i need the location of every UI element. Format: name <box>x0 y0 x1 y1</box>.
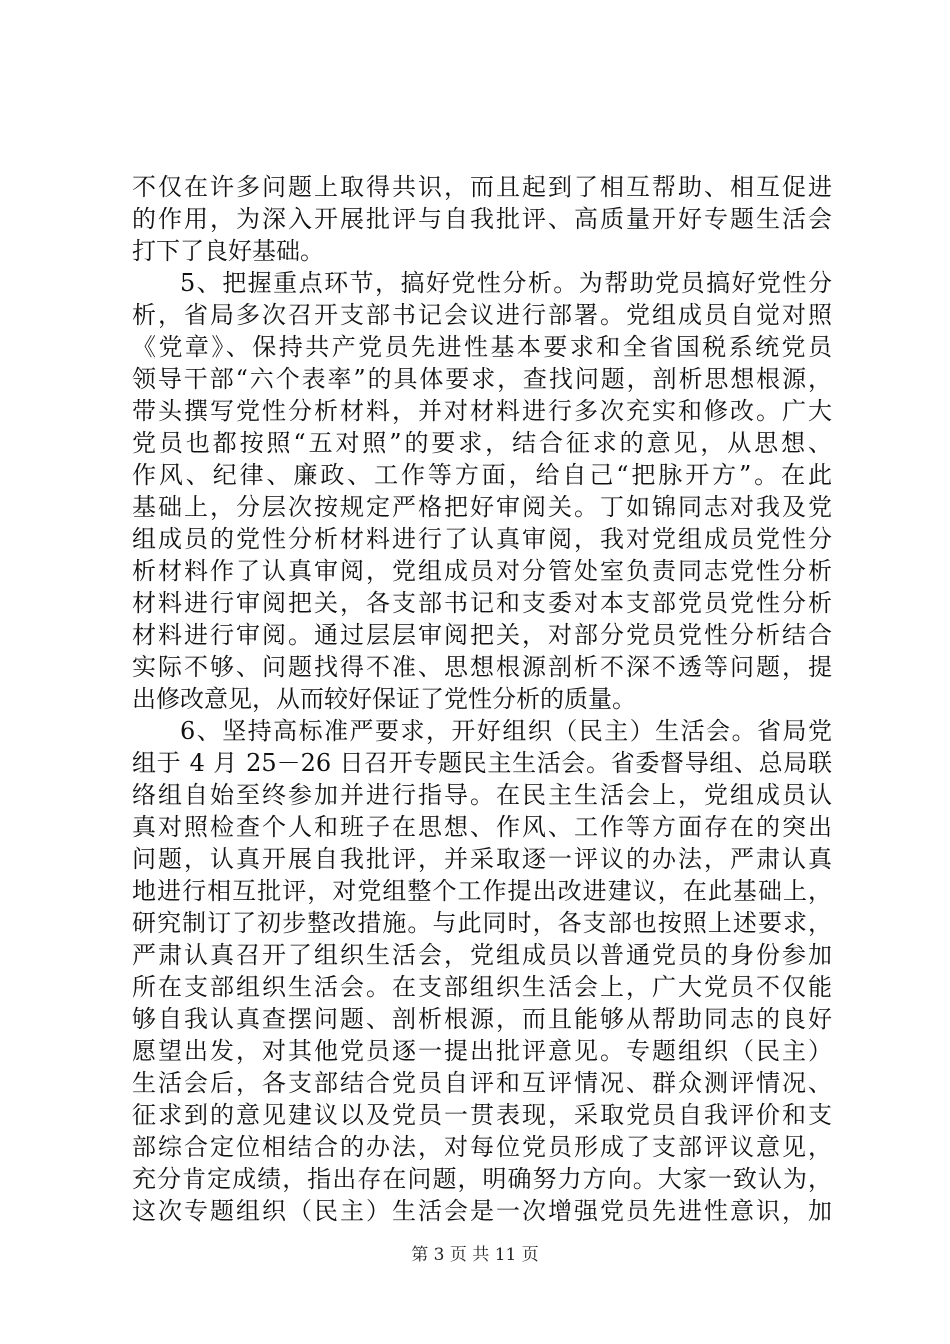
paragraph-line: 地进行相互批评，对党组整个工作提出改进建议，在此基础上， <box>132 877 832 905</box>
paragraph-line: 领导干部“六个表率”的具体要求，查找问题，剖析思想根源， <box>132 365 832 393</box>
paragraph-line: 严肃认真召开了组织生活会，党组成员以普通党员的身份参加 <box>132 941 832 969</box>
paragraph-line: 打下了良好基础。 <box>132 237 324 265</box>
paragraph-line: 所在支部组织生活会。在支部组织生活会上，广大党员不仅能 <box>132 973 832 1001</box>
paragraph <box>132 171 832 267</box>
paragraph-line: 这次专题组织（民主）生活会是一次增强党员先进性意识，加 <box>132 1197 832 1225</box>
paragraph-line: 6、坚持高标准严要求，开好组织（民主）生活会。省局党 <box>180 717 832 745</box>
paragraph-line: 《党章》、保持共产党员先进性基本要求和全省国税系统党员 <box>132 333 832 361</box>
paragraph-line: 的作用，为深入开展批评与自我批评、高质量开好专题生活会 <box>132 205 832 233</box>
paragraph-line: 络组自始至终参加并进行指导。在民主生活会上，党组成员认 <box>132 781 832 809</box>
paragraph-line: 生活会后，各支部结合党员自评和互评情况、群众测评情况、 <box>132 1069 832 1097</box>
document-body <box>132 171 832 1227</box>
paragraph-line: 党员也都按照“五对照”的要求，结合征求的意见，从思想、 <box>132 429 832 457</box>
paragraph-line: 出修改意见，从而较好保证了党性分析的质量。 <box>132 685 636 713</box>
paragraph-line: 带头撰写党性分析材料，并对材料进行多次充实和修改。广大 <box>132 397 832 425</box>
paragraph-line: 析，省局多次召开支部书记会议进行部署。党组成员自觉对照 <box>132 301 832 329</box>
paragraph-line: 组成员的党性分析材料进行了认真审阅，我对党组成员党性分 <box>132 525 832 553</box>
paragraph-line: 析材料作了认真审阅，党组成员对分管处室负责同志党性分析 <box>132 557 832 585</box>
page-footer: 第 3 页 共 11 页 <box>411 1245 539 1265</box>
paragraph-line: 作风、纪律、廉政、工作等方面，给自己“把脉开方”。在此 <box>132 461 832 489</box>
paragraph <box>132 715 832 1227</box>
paragraph-line: 征求到的意见建议以及党员一贯表现，采取党员自我评价和支 <box>132 1101 832 1129</box>
paragraph-line: 部综合定位相结合的办法，对每位党员形成了支部评议意见， <box>132 1133 832 1161</box>
paragraph-line: 实际不够、问题找得不准、思想根源剖析不深不透等问题，提 <box>132 653 832 681</box>
paragraph-line: 够自我认真查摆问题、剖析根源，而且能够从帮助同志的良好 <box>132 1005 832 1033</box>
paragraph-line: 问题，认真开展自我批评，并采取逐一评议的办法，严肃认真 <box>132 845 832 873</box>
paragraph-line: 真对照检查个人和班子在思想、作风、工作等方面存在的突出 <box>132 813 832 841</box>
paragraph-line: 材料进行审阅把关，各支部书记和支委对本支部党员党性分析 <box>132 589 832 617</box>
paragraph-line: 5、把握重点环节，搞好党性分析。为帮助党员搞好党性分 <box>180 269 832 297</box>
paragraph-line: 研究制订了初步整改措施。与此同时，各支部也按照上述要求， <box>132 909 832 937</box>
paragraph-line: 充分肯定成绩，指出存在问题，明确努力方向。大家一致认为， <box>132 1165 832 1193</box>
paragraph-line: 组于 4 月 25－26 日召开专题民主生活会。省委督导组、总局联 <box>132 749 832 777</box>
paragraph-line: 材料进行审阅。通过层层审阅把关，对部分党员党性分析结合 <box>132 621 832 649</box>
paragraph-line: 基础上，分层次按规定严格把好审阅关。丁如锦同志对我及党 <box>132 493 832 521</box>
paragraph-line: 愿望出发，对其他党员逐一提出批评意见。专题组织（民主） <box>132 1037 832 1065</box>
paragraph-line: 不仅在许多问题上取得共识，而且起到了相互帮助、相互促进 <box>132 173 832 201</box>
paragraph <box>132 267 832 715</box>
